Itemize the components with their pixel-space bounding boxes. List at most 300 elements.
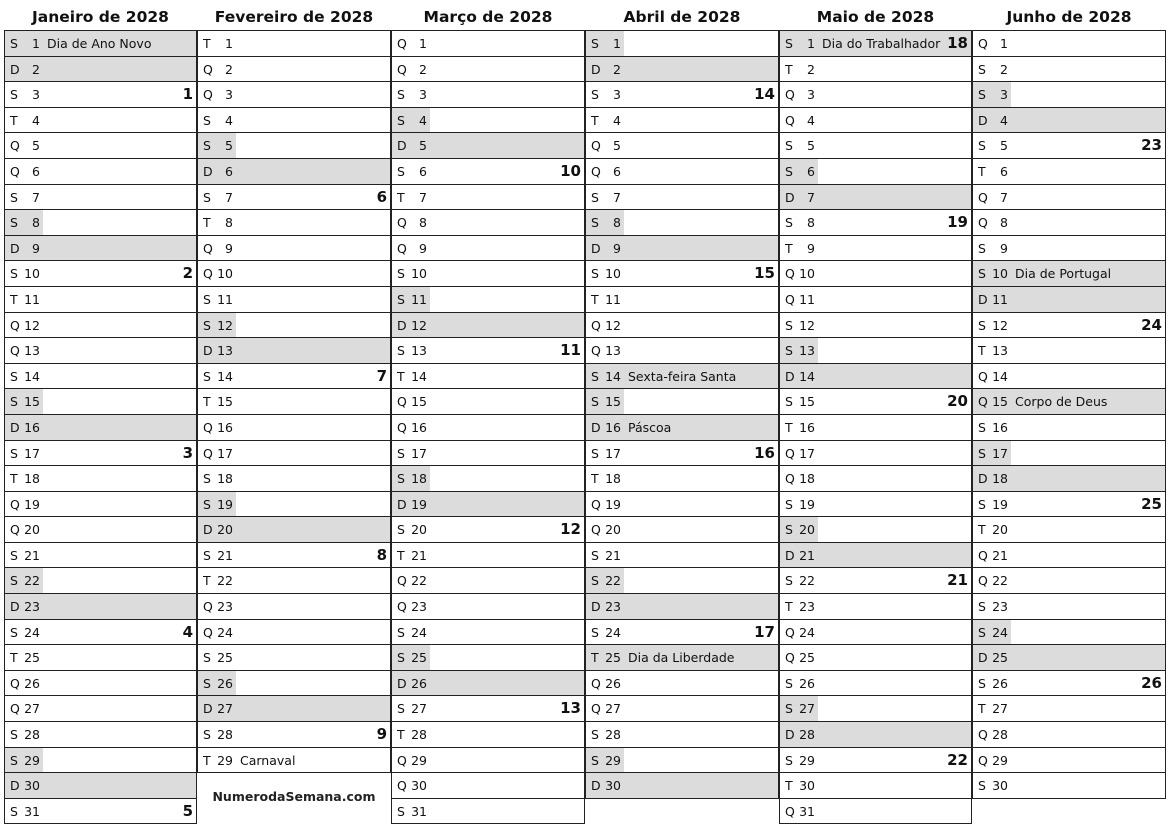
weekday-letter: Q <box>978 36 988 51</box>
weekday-letter: Q <box>203 61 213 77</box>
day-number: 27 <box>992 701 1008 717</box>
weekday-letter: Q <box>397 778 407 794</box>
day-number: 2 <box>32 61 40 77</box>
day-row <box>5 133 196 159</box>
holiday-name: Páscoa <box>628 419 672 435</box>
week-number: 5 <box>182 801 193 820</box>
day-number: 29 <box>411 752 427 768</box>
day-row <box>780 671 971 697</box>
day-row <box>392 671 584 697</box>
day-list <box>197 30 391 773</box>
day-row <box>5 441 196 467</box>
day-row <box>392 773 584 799</box>
day-row <box>780 594 971 620</box>
day-number: 20 <box>799 522 815 538</box>
weekday-letter: Q <box>591 675 601 691</box>
day-number: 5 <box>32 138 40 154</box>
day-row <box>5 82 196 108</box>
weekday-letter: D <box>978 650 988 666</box>
day-number: 12 <box>24 317 40 333</box>
day-number: 9 <box>807 240 815 256</box>
day-row <box>198 210 390 236</box>
week-number: 25 <box>1141 494 1162 513</box>
weekday-letter: D <box>397 496 407 512</box>
day-number: 30 <box>411 778 427 794</box>
day-number: 6 <box>225 163 233 179</box>
day-row <box>392 696 584 722</box>
weekday-letter: S <box>978 496 986 512</box>
day-number: 3 <box>807 87 815 103</box>
day-number: 14 <box>992 368 1008 384</box>
weekday-letter: S <box>978 61 986 77</box>
day-row <box>973 210 1165 236</box>
week-number: 3 <box>182 443 193 462</box>
weekday-letter: S <box>785 394 793 410</box>
day-number: 6 <box>613 163 621 179</box>
day-number: 1 <box>1000 36 1008 51</box>
weekday-letter: Q <box>785 87 795 103</box>
weekday-letter: T <box>397 368 405 384</box>
day-number: 20 <box>992 522 1008 538</box>
day-row <box>5 364 196 390</box>
day-row <box>5 415 196 441</box>
day-number: 28 <box>799 727 815 743</box>
day-row <box>780 466 971 492</box>
day-number: 1 <box>807 36 815 51</box>
weekday-letter: T <box>785 419 793 435</box>
day-number: 30 <box>605 778 621 794</box>
weekday-letter: S <box>397 522 405 538</box>
day-row <box>780 415 971 441</box>
day-row <box>973 773 1165 799</box>
weekday-letter: S <box>397 803 405 819</box>
day-row <box>392 82 584 108</box>
weekday-letter: Q <box>785 624 795 640</box>
brand-label: NumerodaSemana.com <box>212 789 376 804</box>
weekday-letter: S <box>203 138 211 154</box>
weekday-letter: T <box>978 701 986 717</box>
weekday-letter: S <box>785 675 793 691</box>
day-number: 8 <box>225 215 233 231</box>
day-number: 9 <box>419 240 427 256</box>
day-number: 8 <box>1000 215 1008 231</box>
day-row <box>198 568 390 594</box>
weekday-letter: S <box>397 163 405 179</box>
day-number: 24 <box>411 624 427 640</box>
weekday-letter: Q <box>10 138 20 154</box>
day-list <box>391 30 585 824</box>
weekday-letter: T <box>978 343 986 359</box>
day-row <box>586 287 778 313</box>
day-row <box>586 313 778 339</box>
day-number: 12 <box>799 317 815 333</box>
day-list <box>585 30 779 799</box>
day-number: 20 <box>605 522 621 538</box>
weekday-letter: Q <box>203 266 213 282</box>
day-row <box>198 645 390 671</box>
weekday-letter: S <box>10 87 18 103</box>
month-column <box>4 0 197 824</box>
weekday-letter: D <box>591 240 601 256</box>
day-number: 16 <box>411 419 427 435</box>
day-row <box>973 568 1165 594</box>
weekday-letter: Q <box>203 419 213 435</box>
day-row <box>198 389 390 415</box>
day-row <box>780 287 971 313</box>
day-row <box>5 543 196 569</box>
day-row <box>392 133 584 159</box>
weekday-letter: D <box>978 291 988 307</box>
day-row <box>973 543 1165 569</box>
day-row <box>973 30 1165 57</box>
day-number: 24 <box>992 624 1008 640</box>
week-number: 14 <box>754 85 775 104</box>
day-row <box>586 594 778 620</box>
day-number: 25 <box>24 650 40 666</box>
day-number: 23 <box>411 599 427 615</box>
weekday-letter: D <box>397 317 407 333</box>
weekday-letter: D <box>978 112 988 128</box>
weekday-letter: S <box>10 624 18 640</box>
weekday-letter: Q <box>978 189 988 205</box>
day-number: 2 <box>807 61 815 77</box>
day-number: 21 <box>992 547 1008 563</box>
day-row <box>392 30 584 57</box>
day-number: 9 <box>32 240 40 256</box>
day-number: 30 <box>799 778 815 794</box>
weekday-letter: Q <box>10 163 20 179</box>
weekday-letter: S <box>978 675 986 691</box>
day-number: 31 <box>24 803 40 819</box>
day-row <box>973 671 1165 697</box>
day-row <box>392 261 584 287</box>
day-row <box>392 415 584 441</box>
week-number: 21 <box>947 571 968 590</box>
weekday-letter: S <box>10 547 18 563</box>
day-row <box>5 338 196 364</box>
weekday-letter: S <box>785 138 793 154</box>
day-number: 25 <box>799 650 815 666</box>
day-row <box>586 492 778 518</box>
day-row <box>198 82 390 108</box>
day-row <box>5 287 196 313</box>
weekday-letter: Q <box>10 343 20 359</box>
day-row <box>780 492 971 518</box>
day-row <box>5 645 196 671</box>
day-row <box>5 722 196 748</box>
day-number: 26 <box>799 675 815 691</box>
day-row <box>780 338 971 364</box>
day-number: 23 <box>217 599 233 615</box>
weekday-letter: T <box>397 547 405 563</box>
day-number: 23 <box>992 599 1008 615</box>
weekday-letter: Q <box>785 471 795 487</box>
day-number: 3 <box>32 87 40 103</box>
weekday-letter: S <box>397 87 405 103</box>
weekday-letter: Q <box>397 573 407 589</box>
weekday-letter: Q <box>397 215 407 231</box>
day-row <box>5 57 196 83</box>
month-column <box>391 0 585 824</box>
weekday-letter: T <box>978 522 986 538</box>
day-row <box>973 594 1165 620</box>
day-row <box>780 543 971 569</box>
day-row <box>780 57 971 83</box>
day-row <box>780 108 971 134</box>
day-row <box>780 364 971 390</box>
day-number: 23 <box>605 599 621 615</box>
day-row <box>973 108 1165 134</box>
day-list <box>779 30 972 824</box>
day-number: 27 <box>217 701 233 717</box>
day-number: 11 <box>411 291 427 307</box>
day-number: 3 <box>1000 87 1008 103</box>
day-number: 26 <box>217 675 233 691</box>
day-number: 17 <box>992 445 1008 461</box>
day-list <box>4 30 197 824</box>
day-number: 26 <box>992 675 1008 691</box>
day-row <box>586 338 778 364</box>
weekday-letter: Q <box>203 599 213 615</box>
day-number: 15 <box>411 394 427 410</box>
day-row <box>586 82 778 108</box>
day-number: 25 <box>217 650 233 666</box>
weekday-letter: T <box>785 240 793 256</box>
weekday-letter: S <box>10 445 18 461</box>
day-number: 12 <box>992 317 1008 333</box>
day-row <box>198 441 390 467</box>
month-column <box>972 0 1166 799</box>
weekday-letter: S <box>203 112 211 128</box>
day-number: 15 <box>799 394 815 410</box>
day-number: 28 <box>217 727 233 743</box>
weekday-letter: Q <box>397 419 407 435</box>
weekday-letter: D <box>203 701 213 717</box>
month-title: Janeiro de 2028 <box>32 8 169 26</box>
day-row <box>5 620 196 646</box>
month-column <box>197 0 391 773</box>
day-number: 16 <box>605 419 621 435</box>
weekday-letter: S <box>10 189 18 205</box>
day-number: 19 <box>605 496 621 512</box>
day-number: 27 <box>411 701 427 717</box>
day-row <box>586 543 778 569</box>
weekday-letter: D <box>397 138 407 154</box>
day-row <box>392 645 584 671</box>
day-row <box>198 57 390 83</box>
day-number: 8 <box>32 215 40 231</box>
weekday-letter: S <box>591 266 599 282</box>
day-row <box>586 159 778 185</box>
weekday-letter: S <box>397 650 405 666</box>
day-number: 8 <box>613 215 621 231</box>
weekday-letter: D <box>591 61 601 77</box>
day-number: 6 <box>1000 163 1008 179</box>
day-number: 8 <box>419 215 427 231</box>
day-number: 20 <box>411 522 427 538</box>
day-row <box>586 210 778 236</box>
day-number: 10 <box>605 266 621 282</box>
day-number: 20 <box>217 522 233 538</box>
holiday-name: Dia de Ano Novo <box>47 36 152 51</box>
weekday-letter: S <box>203 650 211 666</box>
day-number: 5 <box>807 138 815 154</box>
day-row <box>973 620 1165 646</box>
day-row <box>586 671 778 697</box>
day-row <box>586 696 778 722</box>
weekday-letter: T <box>785 599 793 615</box>
day-number: 28 <box>605 727 621 743</box>
day-number: 1 <box>613 36 621 51</box>
weekday-letter: S <box>785 573 793 589</box>
weekday-letter: D <box>785 368 795 384</box>
day-number: 3 <box>613 87 621 103</box>
day-row <box>392 492 584 518</box>
day-number: 15 <box>24 394 40 410</box>
weekday-letter: T <box>397 727 405 743</box>
weekday-letter: Q <box>203 445 213 461</box>
day-number: 14 <box>217 368 233 384</box>
day-number: 28 <box>24 727 40 743</box>
month-title: Fevereiro de 2028 <box>214 8 374 26</box>
weekday-letter: S <box>785 36 793 51</box>
weekday-letter: S <box>591 624 599 640</box>
weekday-letter: D <box>785 547 795 563</box>
day-row <box>780 133 971 159</box>
day-row <box>586 133 778 159</box>
day-row <box>198 466 390 492</box>
weekday-letter: S <box>785 343 793 359</box>
weekday-letter: Q <box>203 87 213 103</box>
day-number: 5 <box>613 138 621 154</box>
weekday-letter: S <box>978 138 986 154</box>
week-number: 18 <box>947 34 968 52</box>
day-row <box>198 517 390 543</box>
weekday-letter: T <box>203 394 211 410</box>
weekday-letter: T <box>785 61 793 77</box>
weekday-letter: D <box>591 419 601 435</box>
day-number: 6 <box>807 163 815 179</box>
day-row <box>780 236 971 262</box>
weekday-letter: Q <box>10 701 20 717</box>
day-number: 14 <box>411 368 427 384</box>
weekday-letter: Q <box>397 394 407 410</box>
day-row <box>586 517 778 543</box>
weekday-letter: S <box>978 778 986 794</box>
day-row <box>5 159 196 185</box>
weekday-letter: S <box>978 599 986 615</box>
day-number: 25 <box>605 650 621 666</box>
weekday-letter: S <box>785 752 793 768</box>
day-row <box>198 30 390 57</box>
day-row <box>586 620 778 646</box>
day-row <box>973 696 1165 722</box>
day-number: 24 <box>217 624 233 640</box>
day-row <box>586 722 778 748</box>
weekday-letter: Q <box>397 240 407 256</box>
day-row <box>973 236 1165 262</box>
day-row <box>780 313 971 339</box>
weekday-letter: S <box>591 368 599 384</box>
weekday-letter: S <box>591 573 599 589</box>
week-number: 8 <box>376 545 387 564</box>
weekday-letter: Q <box>591 163 601 179</box>
day-number: 16 <box>24 419 40 435</box>
day-row <box>198 364 390 390</box>
weekday-letter: T <box>591 112 599 128</box>
day-number: 21 <box>411 547 427 563</box>
weekday-letter: Q <box>785 803 795 819</box>
day-number: 27 <box>24 701 40 717</box>
day-number: 27 <box>799 701 815 717</box>
day-row <box>198 133 390 159</box>
day-number: 21 <box>799 547 815 563</box>
day-row <box>780 210 971 236</box>
weekday-letter: T <box>591 291 599 307</box>
week-number: 24 <box>1141 315 1162 334</box>
day-number: 15 <box>217 394 233 410</box>
day-row <box>780 389 971 415</box>
day-row <box>392 594 584 620</box>
day-row <box>198 543 390 569</box>
day-row <box>586 773 778 799</box>
day-row <box>5 773 196 799</box>
weekday-letter: Q <box>203 240 213 256</box>
day-number: 4 <box>225 112 233 128</box>
day-row <box>5 236 196 262</box>
day-number: 12 <box>605 317 621 333</box>
day-number: 29 <box>605 752 621 768</box>
day-row <box>5 568 196 594</box>
day-row <box>392 57 584 83</box>
day-row <box>780 159 971 185</box>
day-row <box>392 543 584 569</box>
weekday-letter: D <box>10 599 20 615</box>
weekday-letter: Q <box>978 215 988 231</box>
day-number: 17 <box>217 445 233 461</box>
week-number: 10 <box>560 161 581 180</box>
day-number: 29 <box>992 752 1008 768</box>
weekday-letter: Q <box>397 599 407 615</box>
day-number: 18 <box>411 471 427 487</box>
day-number: 31 <box>799 803 815 819</box>
weekday-letter: Q <box>10 675 20 691</box>
day-row <box>392 517 584 543</box>
day-number: 2 <box>613 61 621 77</box>
day-row <box>780 441 971 467</box>
day-row <box>5 185 196 211</box>
day-number: 21 <box>605 547 621 563</box>
day-row <box>780 773 971 799</box>
day-row <box>973 466 1165 492</box>
day-row <box>973 389 1165 415</box>
month-column <box>779 0 972 824</box>
month-title: Junho de 2028 <box>1006 8 1132 26</box>
weekday-letter: S <box>785 701 793 717</box>
day-row <box>973 287 1165 313</box>
weekday-letter: S <box>10 394 18 410</box>
day-row <box>973 82 1165 108</box>
day-number: 11 <box>799 291 815 307</box>
day-number: 7 <box>32 189 40 205</box>
weekday-letter: Q <box>978 547 988 563</box>
weekday-letter: D <box>978 471 988 487</box>
day-number: 14 <box>605 368 621 384</box>
day-row <box>198 620 390 646</box>
day-number: 1 <box>419 36 427 51</box>
day-number: 17 <box>605 445 621 461</box>
day-row <box>973 645 1165 671</box>
